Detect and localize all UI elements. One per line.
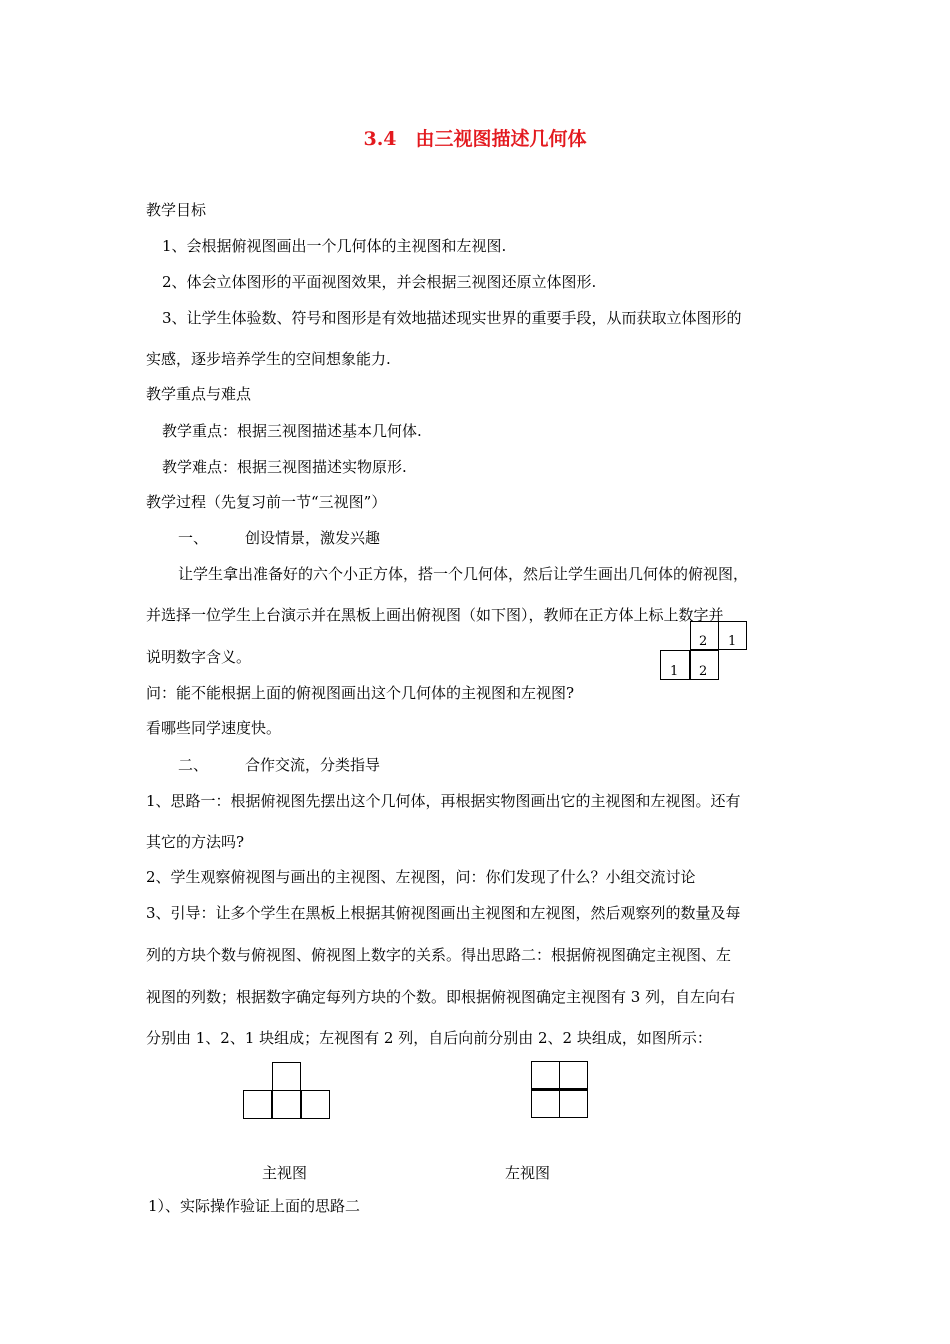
front-view-cell — [272, 1090, 301, 1119]
strategy-1-line-2: 其它的方法吗? — [146, 833, 245, 851]
front-view-cell — [301, 1090, 330, 1119]
goal-3-line-1: 3、让学生体验数、符号和图形是有效地描述现实世界的重要手段，从而获取立体图形的 — [162, 309, 742, 327]
step-1-number: 一、 — [178, 529, 209, 547]
page-title: 3.4 由三视图描述几何体 — [363, 128, 587, 150]
left-view-cell — [531, 1061, 560, 1090]
strategy-3-line-3: 视图的列数；根据数字确定每列方块的个数。即根据俯视图确定主视图有 3 列，自左向右 — [146, 988, 736, 1006]
step-1-title: 创设情景，激发兴趣 — [245, 529, 381, 547]
front-view-cell — [272, 1062, 301, 1091]
left-view-divider — [531, 1088, 588, 1091]
process-heading: 教学过程（先复习前一节“三视图”） — [146, 493, 387, 511]
goal-2: 2、体会立体图形的平面视图效果，并会根据三视图还原立体图形. — [162, 273, 597, 291]
goal-3-line-2: 实感，逐步培养学生的空间想象能力. — [146, 350, 391, 368]
key-point: 教学重点：根据三视图描述基本几何体. — [162, 422, 422, 440]
top-view-count: 2 — [699, 664, 708, 679]
sub-step-1: 1）、实际操作验证上面的思路二 — [148, 1197, 361, 1215]
strategy-3-line-4: 分别由 1、2、1 块组成；左视图有 2 列，自后向前分别由 2、2 块组成，如图所示： — [146, 1029, 712, 1047]
difficulty: 教学难点：根据三视图描述实物原形. — [162, 458, 407, 476]
goal-1: 1、会根据俯视图画出一个几何体的主视图和左视图. — [162, 237, 507, 255]
left-view-cell — [559, 1061, 588, 1090]
strategy-3-line-1: 3、引导：让多个学生在黑板上根据其俯视图画出主视图和左视图，然后观察列的数量及每 — [146, 904, 741, 922]
strategy-3-line-2: 列的方块个数与俯视图、俯视图上数字的关系。得出思路二：根据俯视图确定主视图、左 — [146, 946, 732, 964]
paragraph-1-line-1: 让学生拿出准备好的六个小正方体，搭一个几何体，然后让学生画出几何体的俯视图， — [178, 565, 749, 583]
left-view-caption: 左视图 — [505, 1164, 551, 1182]
paragraph-1-line-3: 说明数字含义。 — [146, 648, 252, 666]
key-heading: 教学重点与难点 — [146, 385, 252, 403]
left-view-cell — [531, 1089, 560, 1118]
question-1: 问：能不能根据上面的俯视图画出这个几何体的主视图和左视图? — [146, 684, 575, 702]
top-view-count: 1 — [670, 664, 679, 679]
front-view-cell — [243, 1090, 272, 1119]
paragraph-1-line-2: 并选择一位学生上台演示并在黑板上画出俯视图（如下图），教师在正方体上标上数字并 — [146, 606, 724, 624]
top-view-count: 1 — [728, 634, 737, 649]
top-view-count: 2 — [699, 634, 708, 649]
strategy-2: 2、学生观察俯视图与画出的主视图、左视图，问：你们发现了什么？小组交流讨论 — [146, 868, 696, 886]
step-2-title: 合作交流，分类指导 — [245, 756, 381, 774]
strategy-1-line-1: 1、思路一：根据俯视图先摆出这个几何体，再根据实物图画出它的主视图和左视图。还有 — [146, 792, 741, 810]
question-2: 看哪些同学速度快。 — [146, 719, 282, 737]
step-2-number: 二、 — [178, 756, 209, 774]
left-view-cell — [559, 1089, 588, 1118]
goals-heading: 教学目标 — [146, 201, 207, 219]
front-view-caption: 主视图 — [262, 1164, 308, 1182]
